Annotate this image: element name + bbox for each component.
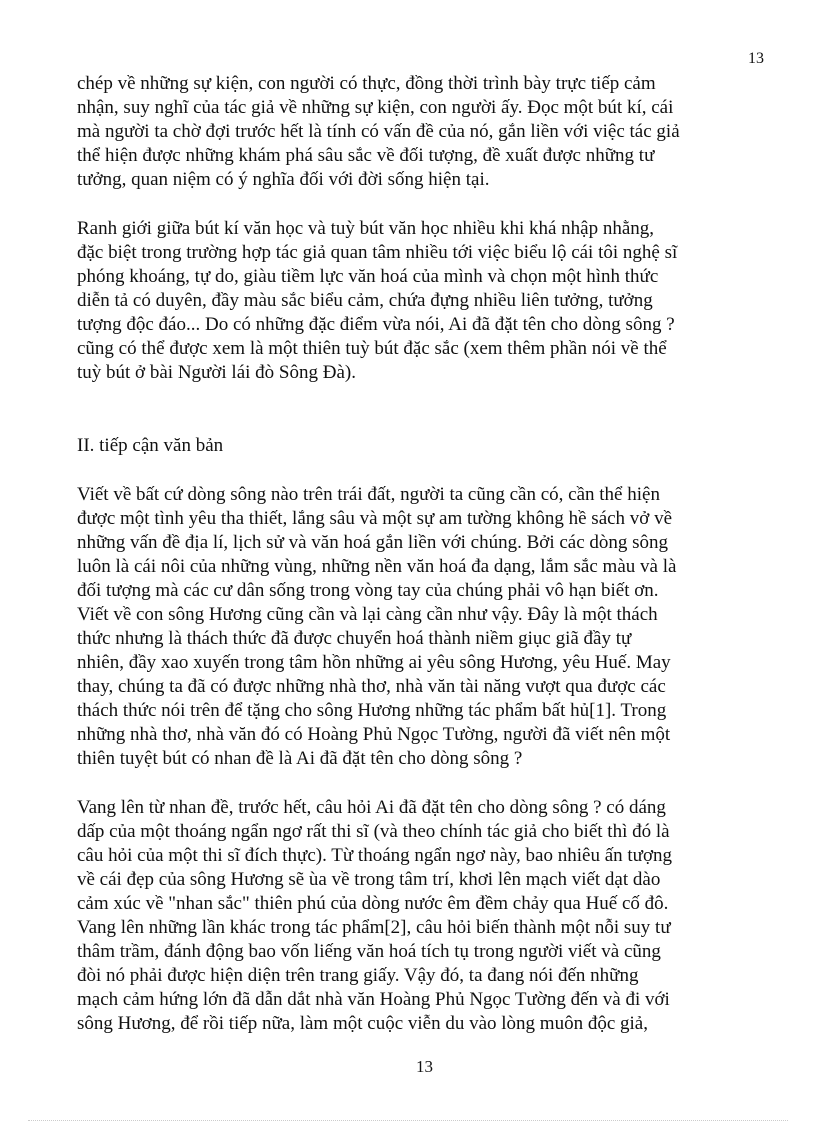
- paragraph-intro-butki: [77, 72, 777, 192]
- text-line: đặc biệt trong trường hợp tác giả quan tâm nhiều tới việc biểu lộ cái tôi nghệ sĩ: [77, 242, 678, 263]
- text-line: những vấn đề địa lí, lịch sử và văn hoá gắn liền với chúng. Bởi các dòng sông: [77, 532, 669, 553]
- text-line: Vang lên những lần khác trong tác phẩm[2], câu hỏi biến thành một nỗi suy tư: [77, 917, 671, 938]
- text-line: cũng có thể được xem là một thiên tuỳ bút đặc sắc (xem thêm phần nói về thể: [77, 338, 667, 359]
- text-line: diễn tả có duyên, đầy màu sắc biểu cảm, chứa đựng nhiều liên tưởng, tưởng: [77, 290, 653, 311]
- text-line: những nhà thơ, nhà văn đó có Hoàng Phủ Ngọc Tường, người đã viết nên một: [77, 724, 671, 745]
- text-line: tượng độc đáo... Do có những đặc điểm vừa nói, Ai đã đặt tên cho dòng sông ?: [77, 314, 675, 335]
- text-line: Viết về con sông Hương cũng cần và lại càng cần như vậy. Đây là một thách: [77, 604, 658, 625]
- page-number-bottom: 13: [416, 1057, 433, 1076]
- text-line: đòi nó phải được hiện diện trên trang giấy. Vậy đó, ta đang nói đến những: [77, 965, 639, 986]
- text-line: thâm trầm, đánh động bao vốn liếng văn hoá tích tụ trong người viết và cũng: [77, 941, 661, 962]
- paragraph-ranh-gioi: [77, 217, 777, 385]
- text-line: câu hỏi của một thi sĩ đích thực). Từ thoáng ngẩn ngơ này, bao nhiêu ấn tượng: [77, 845, 673, 866]
- text-line: thách thức nói trên để tặng cho sông Hương những tác phẩm bất hủ[1]. Trong: [77, 700, 667, 721]
- text-line: cảm xúc về "nhan sắc" thiên phú của dòng nước êm đềm chảy qua Huế cố đô.: [77, 893, 669, 914]
- text-line: phóng khoáng, tự do, giàu tiềm lực văn hoá của mình và chọn một hình thức: [77, 266, 659, 287]
- text-line: dấp của một thoáng ngẩn ngơ rất thi sĩ (và theo chính tác giả cho biết thì đó là: [77, 821, 670, 842]
- text-line: nhiên, đầy xao xuyến trong tâm hồn những ai yêu sông Hương, yêu Huế. May: [77, 652, 671, 673]
- text-line: tưởng, quan niệm có ý nghĩa đối với đời sống hiện tại.: [77, 169, 490, 190]
- text-line: thể hiện được những khám phá sâu sắc về đối tượng, đề xuất được những tư: [77, 145, 655, 166]
- text-line: đối tượng mà các cư dân sống trong vòng tay của chúng phải vô hạn biết ơn.: [77, 580, 659, 601]
- section-heading: II. tiếp cận văn bản: [77, 435, 224, 456]
- text-line: Ranh giới giữa bút kí văn học và tuỳ bút văn học nhiều khi khá nhập nhằng,: [77, 218, 655, 239]
- text-line: được một tình yêu tha thiết, lắng sâu và một sự am tường không hề sách vở về: [77, 508, 673, 529]
- text-line: thay, chúng ta đã có được những nhà thơ, nhà văn tài năng vượt qua được các: [77, 676, 666, 697]
- text-line: sông Hương, để rồi tiếp nữa, làm một cuộc viễn du vào lòng muôn độc giả,: [77, 1013, 648, 1034]
- text-line: nhận, suy nghĩ của tác giả về những sự kiện, con người ấy. Đọc một bút kí, cái: [77, 97, 674, 118]
- text-line: chép về những sự kiện, con người có thực, đồng thời trình bày trực tiếp cảm: [77, 73, 656, 94]
- paragraph-viet-ve-dong-song: [77, 483, 777, 771]
- text-line: mà người ta chờ đợi trước hết là tính có vấn đề của nó, gắn liền với việc tác giả: [77, 121, 680, 142]
- document-body: [77, 72, 777, 1036]
- footer-divider: [28, 1120, 788, 1121]
- text-line: mạch cảm hứng lớn đã dẫn dắt nhà văn Hoàng Phủ Ngọc Tường đến và đi với: [77, 989, 670, 1010]
- page-number-top: 13: [748, 50, 764, 67]
- text-line: Viết về bất cứ dòng sông nào trên trái đất, người ta cũng cần có, cần thể hiện: [77, 484, 660, 505]
- text-line: về cái đẹp của sông Hương sẽ ùa về trong tâm trí, khơi lên mạch viết dạt dào: [77, 869, 661, 890]
- text-line: thiên tuyệt bút có nhan đề là Ai đã đặt tên cho dòng sông ?: [77, 748, 523, 769]
- text-line: Vang lên từ nhan đề, trước hết, câu hỏi Ai đã đặt tên cho dòng sông ? có dáng: [77, 797, 666, 818]
- paragraph-vang-len-tu-nhan-de: [77, 796, 777, 1036]
- text-line: tuỳ bút ở bài Người lái đò Sông Đà).: [77, 362, 356, 383]
- text-line: luôn là cái nôi của những vùng, những nền văn hoá đa dạng, lắm sắc màu và là: [77, 556, 677, 577]
- text-line: thức nhưng là thách thức đã được chuyển hoá thành niềm giục giã đầy tự: [77, 628, 632, 649]
